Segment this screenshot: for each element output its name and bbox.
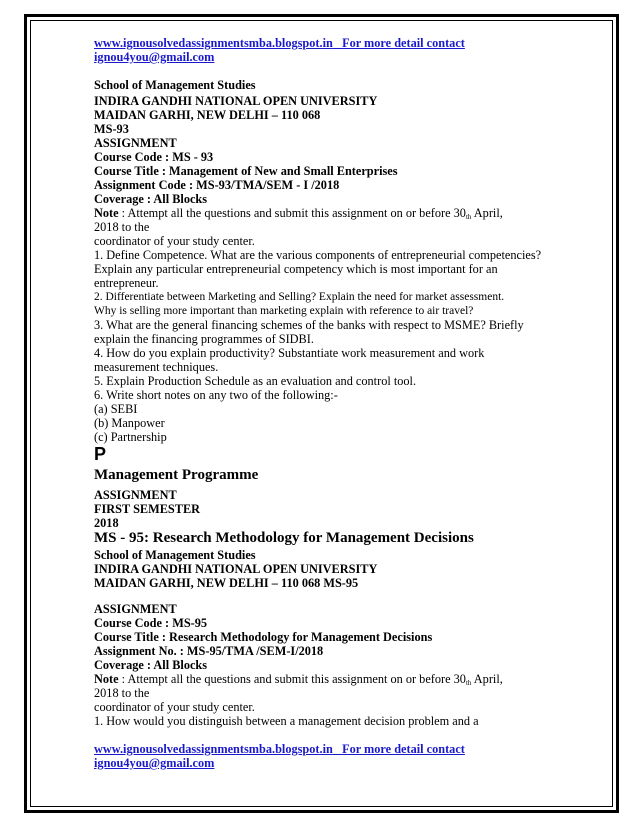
header-contact-link[interactable]: For more detail contact <box>342 36 465 50</box>
ms93-q2-line2: Why is selling more important than marketing explain with reference to air travel? <box>94 305 474 317</box>
ms95-university: INDIRA GANDHI NATIONAL OPEN UNIVERSITY <box>94 562 378 576</box>
ms93-q6: 6. Write short notes on any two of the following:- <box>94 388 338 402</box>
footer-link-line <box>94 742 465 756</box>
ms93-q1-line1: 1. Define Competence. What are the various components of entrepreneurial competencies? <box>94 248 542 262</box>
ms95-heading: MS - 95: Research Methodology for Management Decisions <box>94 530 474 546</box>
ms95-school: School of Management Studies <box>94 548 256 562</box>
ms93-q4-line1: 4. How do you explain productivity? Substantiate work measurement and work <box>94 346 485 360</box>
header-link-line <box>94 36 465 50</box>
ms93-note-line2: 2018 to the <box>94 220 150 234</box>
ms95-q1: 1. How would you distinguish between a management decision problem and a <box>94 714 479 728</box>
ms93-q3-line2: explain the financing programmes of SIDBI. <box>94 332 314 346</box>
ms93-q3-line1: 3. What are the general financing schemes of the banks with respect to MSME? Briefly <box>94 318 524 332</box>
ms93-course-code: Course Code : MS - 93 <box>94 150 214 164</box>
ms93-course-title: Course Title : Management of New and Small Enterprises <box>94 164 398 178</box>
ms93-q6-option-a: (a) SEBI <box>94 402 138 416</box>
ms93-address: MAIDAN GARHI, NEW DELHI – 110 068 <box>94 108 321 122</box>
divider-semester: FIRST SEMESTER <box>94 502 201 516</box>
ms95-note-line2: 2018 to the <box>94 686 150 700</box>
footer-email-link[interactable]: ignou4you@gmail.com <box>94 756 215 770</box>
ms95-course-code: Course Code : MS-95 <box>94 616 208 630</box>
ms95-coverage: Coverage : All Blocks <box>94 658 208 672</box>
divider-year: 2018 <box>94 516 119 530</box>
ms93-coverage: Coverage : All Blocks <box>94 192 208 206</box>
ms93-assignment-code: Assignment Code : MS-93/TMA/SEM - I /2018 <box>94 178 340 192</box>
ms93-q1-line3: entrepreneur. <box>94 276 159 290</box>
ms93-q2-line1: 2. Differentiate between Marketing and Selling? Explain the need for market assessment. <box>94 291 505 303</box>
header-email-link[interactable]: ignou4you@gmail.com <box>94 50 215 64</box>
divider-assignment: ASSIGNMENT <box>94 488 177 502</box>
footer-contact-link[interactable]: For more detail contact <box>342 742 465 756</box>
ms93-q5: 5. Explain Production Schedule as an evaluation and control tool. <box>94 374 417 388</box>
ms93-q4-line2: measurement techniques. <box>94 360 219 374</box>
ms93-q6-option-c: (c) Partnership <box>94 430 167 444</box>
ms93-note-line3: coordinator of your study center. <box>94 234 255 248</box>
ms93-note: Note : Attempt all the questions and submit this assignment on or before 30th April, <box>94 206 503 221</box>
ms95-assignment-no: Assignment No. : MS-95/TMA /SEM-I/2018 <box>94 644 324 658</box>
footer-blog-link[interactable]: www.ignousolvedassignmentsmba.blogspot.in <box>94 742 333 756</box>
ms95-address: MAIDAN GARHI, NEW DELHI – 110 068 MS-95 <box>94 576 359 590</box>
section-letter-p: P <box>94 444 107 464</box>
header-blog-link[interactable]: www.ignousolvedassignmentsmba.blogspot.in <box>94 36 333 50</box>
ms95-assignment: ASSIGNMENT <box>94 602 177 616</box>
ms93-university: INDIRA GANDHI NATIONAL OPEN UNIVERSITY <box>94 94 378 108</box>
ms93-code: MS-93 <box>94 122 129 136</box>
ms93-assignment: ASSIGNMENT <box>94 136 177 150</box>
ms95-note: Note : Attempt all the questions and submit this assignment on or before 30th April, <box>94 672 503 687</box>
ms93-school: School of Management Studies <box>94 78 256 92</box>
programme-title: Management Programme <box>94 467 259 483</box>
ms93-q6-option-b: (b) Manpower <box>94 416 165 430</box>
ms95-course-title: Course Title : Research Methodology for Management Decisions <box>94 630 433 644</box>
ms93-q1-line2: Explain any particular entrepreneurial competency which is most important for an <box>94 262 498 276</box>
ms95-note-line3: coordinator of your study center. <box>94 700 255 714</box>
